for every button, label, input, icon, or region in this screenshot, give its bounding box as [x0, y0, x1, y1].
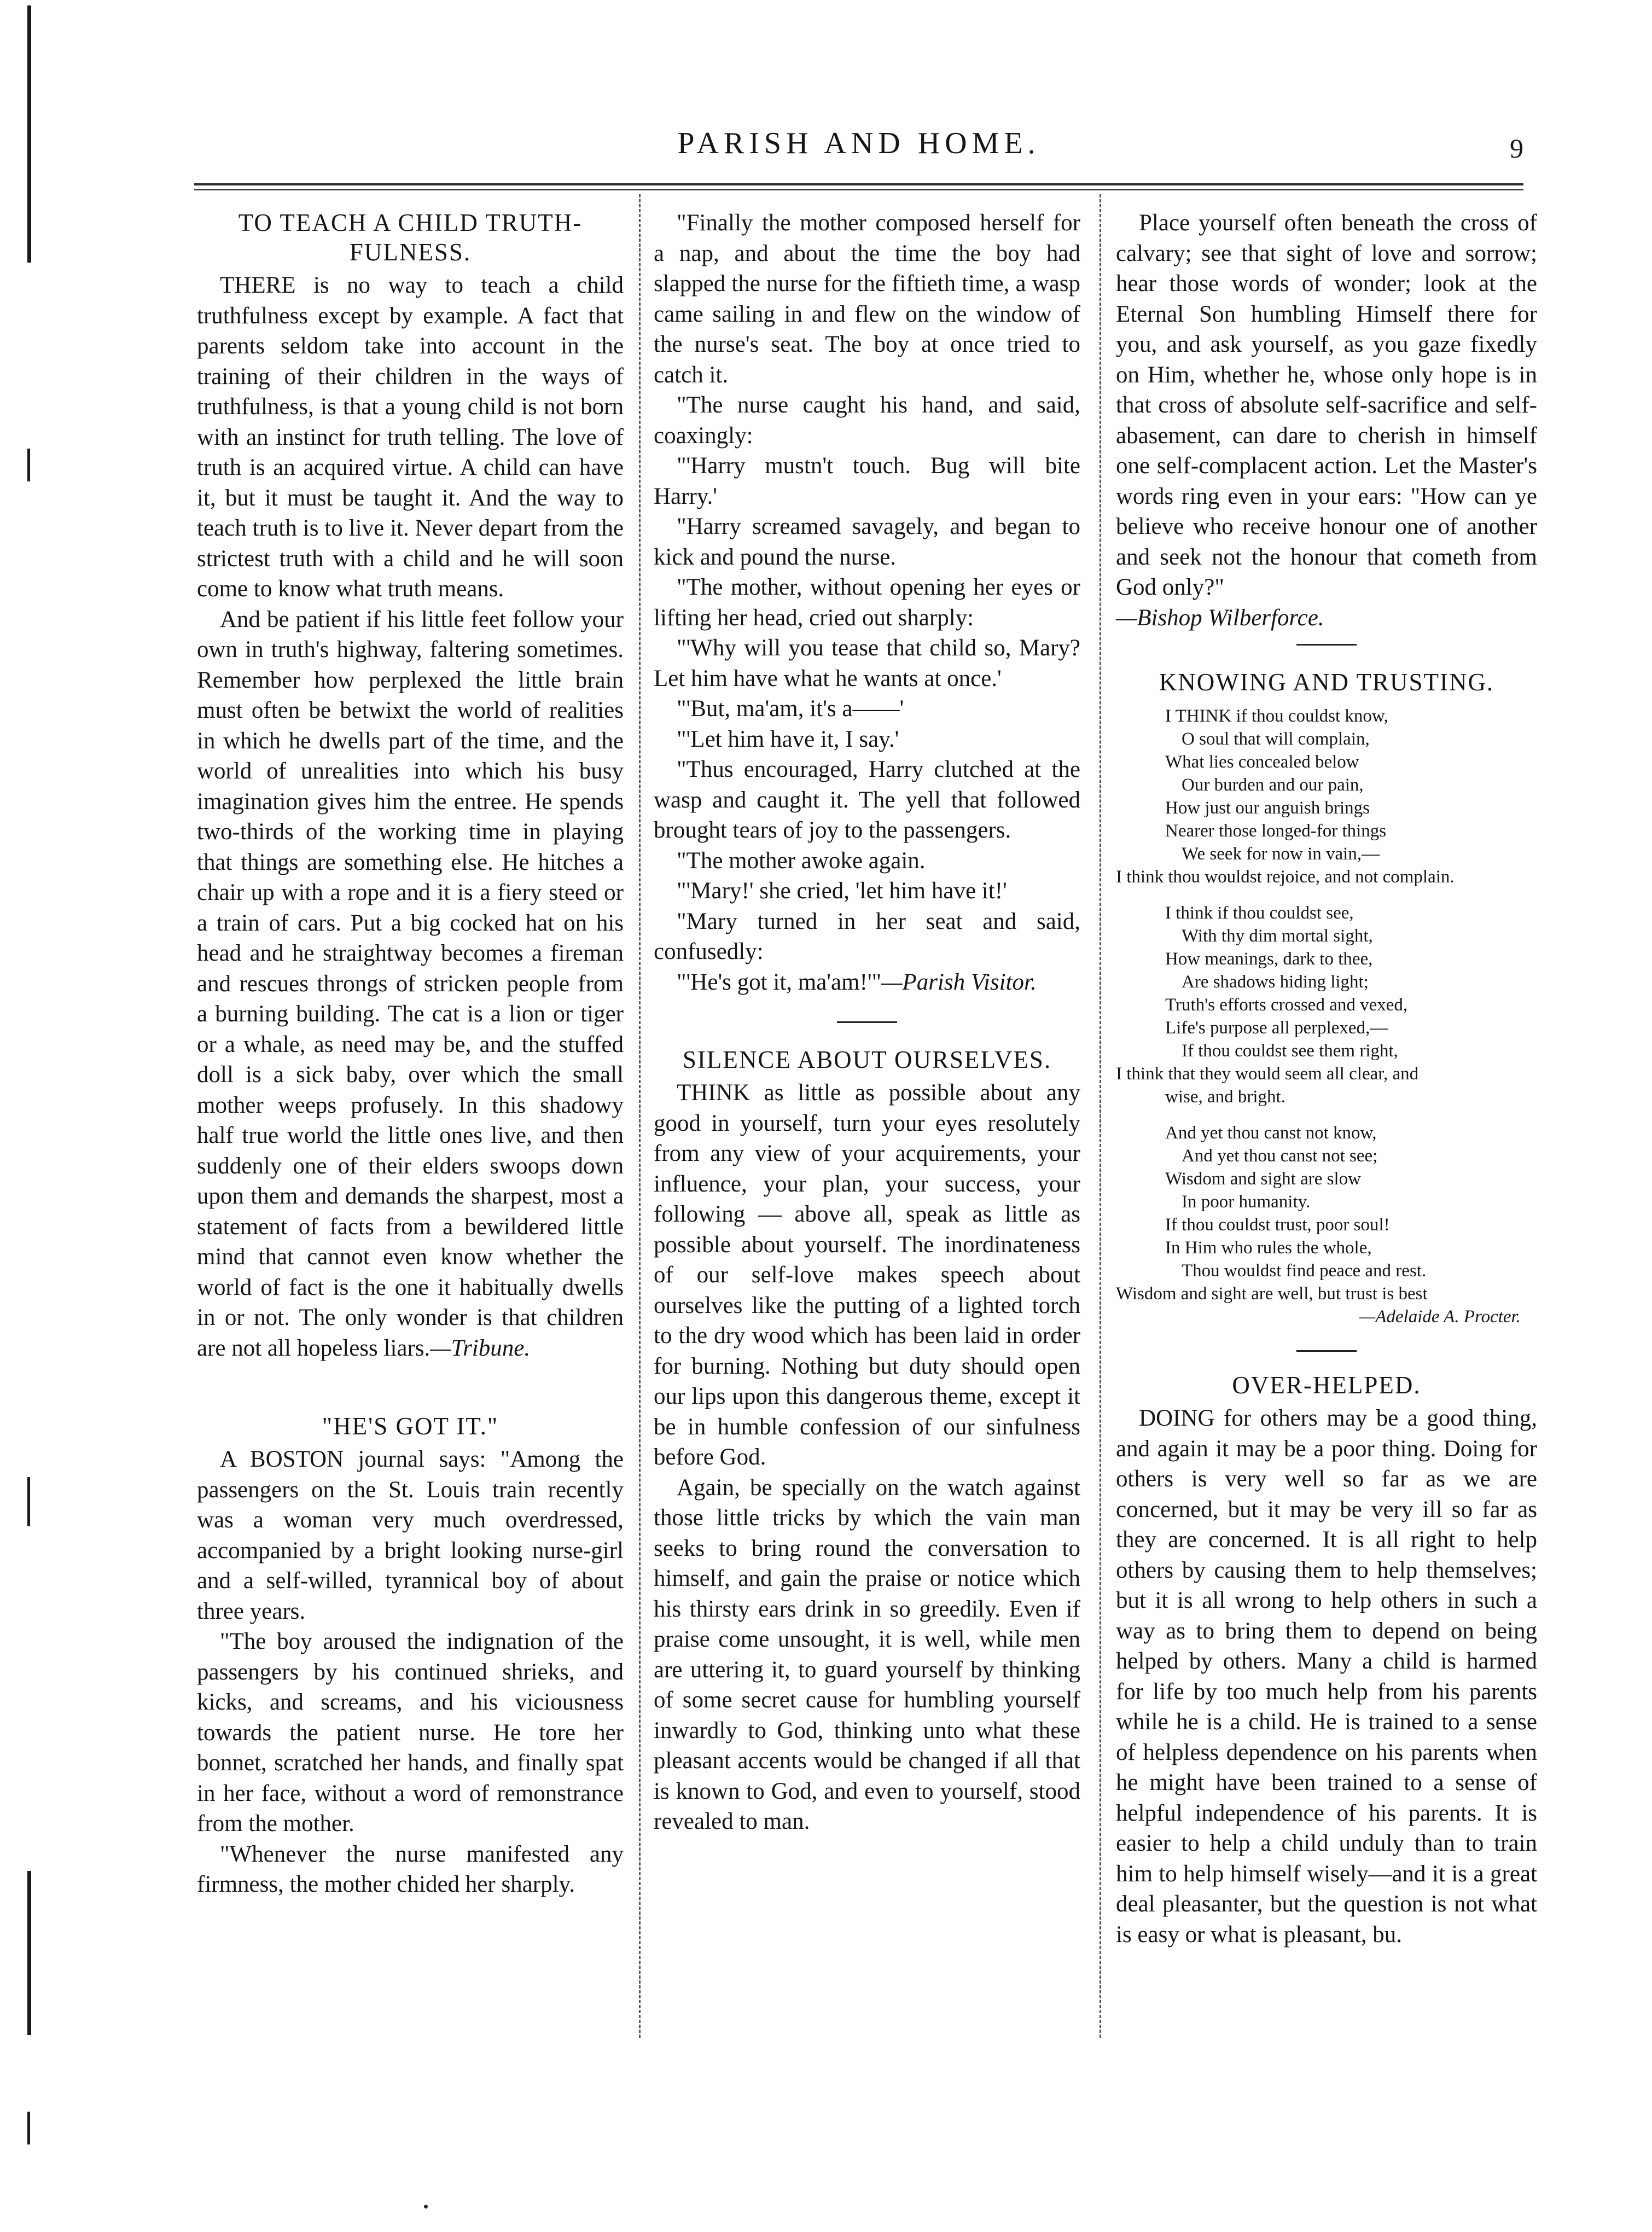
poem-line: In Him who rules the whole,	[1165, 1238, 1372, 1258]
poem-line: And yet thou canst not see;	[1182, 1146, 1378, 1166]
lead-word: THINK	[677, 1080, 750, 1106]
article-paragraph: Again, be specially on the watch against those little tricks by which the vain man seeks to bring round the conversation to himself, and gain the praise or notice which his thirsty ears drink in so greedily. Even if praise come unsought, it is well, while men are uttering it, to guard yourself by thinking of some secret cause for humbling yourself inwardly to God, thinking unto what these pleasant accents would be changed if all that is known to God, and even to yourself, stood revealed to man.	[654, 1474, 1080, 1834]
article-paragraph: "Mary turned in her seat and said, confusedly:	[654, 908, 1080, 964]
poem-line: I think thou wouldst rejoice, and not complain.	[1116, 867, 1455, 887]
article-source: —Parish Visitor.	[881, 969, 1037, 995]
article-paragraph: "The nurse caught his hand, and said, coaxingly:	[654, 392, 1080, 449]
poem-line: Thou wouldst find peace and rest.	[1182, 1261, 1427, 1281]
poem-line: Life's purpose all perplexed,—	[1165, 1018, 1388, 1038]
poem-stanza	[1116, 902, 1537, 1108]
column-divider	[1100, 194, 1101, 2038]
poem-line: If thou couldst see them right,	[1182, 1041, 1398, 1061]
poem-stanza	[1116, 1121, 1537, 1305]
section-separator	[1296, 1350, 1357, 1352]
header-rule	[194, 189, 1523, 190]
binding-edge	[27, 1477, 30, 1526]
binding-edge	[27, 2112, 30, 2144]
poem-source: —Adelaide A. Procter.	[1359, 1307, 1521, 1327]
lead-word: THERE	[220, 272, 296, 298]
article-paragraph	[1116, 208, 1537, 603]
poem-line: Wisdom and sight are slow	[1165, 1169, 1361, 1189]
article-paragraph	[197, 1444, 624, 1626]
poem-line: Our burden and our pain,	[1182, 775, 1364, 795]
binding-edge	[27, 1871, 31, 2035]
poem-line: Wisdom and sight are well, but trust is best	[1116, 1284, 1428, 1304]
print-speck	[424, 2205, 428, 2208]
poem-line: And yet thou canst not know,	[1165, 1123, 1377, 1143]
poem-line: How just our anguish brings	[1165, 798, 1370, 818]
article-paragraph: "Whenever the nurse manifested any firmness, the mother chided her sharply.	[197, 1841, 624, 1897]
lead-word: A BOSTON	[220, 1446, 344, 1472]
poem-stanza	[1116, 705, 1537, 888]
article-paragraph	[197, 270, 624, 605]
article-paragraph: "'Why will you tease that child so, Mary? Let him have what he wants at once.'	[654, 635, 1080, 691]
poem-line: With thy dim mortal sight,	[1182, 926, 1373, 946]
poem-line: In poor humanity.	[1182, 1192, 1311, 1212]
page-header	[194, 126, 1523, 175]
poem-line: I think that they would seem all clear, and	[1116, 1064, 1419, 1084]
article-paragraph: "Harry screamed savagely, and began to kick and pound the nurse.	[654, 514, 1080, 570]
poem	[1116, 705, 1537, 1328]
article-paragraph	[1116, 1403, 1537, 1950]
article-paragraph: "The mother, without opening her eyes or lifting her head, cried out sharply:	[654, 574, 1080, 631]
paragraph-text: for others may be a good thing, and again it may be a poor thing. Doing for others is very well so far as we are concerned, but it may be very ill so far as they are concerned. It is all right to help others by causing them to help themselves; but it is all wrong to help others in such a way as to bring them to depend on being helped by others. Many a child is harmed for life by too much help from his parents while he is a child. He is trained to a sense of helpless dependence on his parents when he might have been trained to a sense of helpful independence of his parents. It is easier to help a child unduly than to train him to help himself wisely—and it is a great deal pleasanter, but the question is not what is easy or what is pleasant, bu.	[1116, 1405, 1537, 1948]
article-title: SILENCE ABOUT OURSELVES.	[682, 1046, 1052, 1073]
poem-line: Nearer those longed-for things	[1165, 821, 1387, 841]
binding-edge	[27, 449, 30, 481]
paragraph-text: "'He's got it, ma'am!'"	[677, 969, 882, 995]
column-right	[1116, 208, 1537, 1950]
article-paragraph: "'Let him have it, I say.'	[677, 726, 899, 752]
article-paragraph	[197, 605, 624, 1364]
article-source: —Bishop Wilberforce.	[1116, 605, 1324, 631]
paragraph-text: as little as possible about any good in yourself, turn your eyes resolutely from any view of your acquirements, your influence, your plan, your success, your following — above all, speak as little as possible about yourself. The inordinateness of our self-love makes speech about ourselves like the putting of a lighted torch to the dry wood which has been laid in order for burning. Nothing but duty should open our lips upon this dangerous theme, except it be in humble confession of our sinfulness before God.	[654, 1080, 1080, 1470]
article-paragraph: "The mother awoke again.	[677, 847, 926, 874]
section-separator	[837, 1021, 897, 1023]
poem-line: What lies concealed below	[1165, 752, 1359, 772]
poem-line: We seek for now in vain,—	[1182, 844, 1380, 864]
poem-line: If thou couldst trust, poor soul!	[1165, 1215, 1390, 1235]
article-title: TO TEACH A CHILD TRUTH-FULNESS.	[238, 209, 583, 266]
article-paragraph: "Finally the mother composed herself for a nap, and about the time the boy had slapped the nurse for the fiftieth time, a wasp came sailing in and flew on the window of the nurse's seat. The boy at once tried to catch it.	[654, 210, 1080, 388]
article-title: OVER-HELPED.	[1232, 1371, 1421, 1399]
article-paragraph: "The boy aroused the indignation of the passengers by his continued shrieks, and kicks, and screams, and his viciousness towards the patient nurse. He tore her bonnet, scratched her hands, and finally spat in her face, without a word of remonstrance from the mother.	[197, 1629, 624, 1836]
column-left	[197, 208, 624, 1900]
section-separator	[1296, 644, 1357, 646]
article-title: KNOWING AND TRUSTING.	[1159, 669, 1494, 696]
article-paragraph: "'Mary!' she cried, 'let him have it!'	[677, 878, 1007, 904]
poem-line: I THINK if thou couldst know,	[1165, 706, 1388, 726]
binding-edge	[27, 5, 31, 263]
paragraph-text: is no way to teach a child truthfulness except by example. A fact that parents seldom take into account in the training of their children in the ways of truthfulness, is that a young child is not born with an instinct for truth telling. The love of truth is an acquired virtue. A child can have it, but it must be taught it. And the way to teach truth is to live it. Never depart from the strictest truth with a child and he will soon come to know what truth means.	[197, 272, 624, 602]
article-source: —Tribune.	[430, 1335, 531, 1361]
paragraph-text: journal says: "Among the passengers on the St. Louis train recently was a woman very much overdressed, accompanied by a bright looking nurse-girl and a self-willed, tyrannical boy of about three years.	[197, 1446, 624, 1624]
poem-line: Truth's efforts crossed and vexed,	[1165, 995, 1408, 1015]
poem-line: How meanings, dark to thee,	[1165, 949, 1373, 969]
paragraph-text: Place yourself often beneath the cross of calvary; see that sight of love and sorrow; hear those words of wonder; look at the Eternal Son humbling Himself there for you, and ask yourself, as you gaze fixedly on Him, whether he, whose only hope is in that cross of absolute self-sacrifice and self-abasement, can dare to cherish in himself one self-complacent action. Let the Master's words ring even in your ears: "How can ye believe who receive honour one of another and seek not the honour that cometh from God only?"	[1116, 210, 1537, 600]
article-source	[1116, 603, 1537, 633]
lead-word: DOING	[1139, 1405, 1215, 1431]
header-rule	[194, 183, 1523, 185]
poem-line: I think if thou couldst see,	[1165, 903, 1354, 923]
page-number: 9	[1510, 133, 1523, 164]
publication-title: PARISH AND HOME.	[677, 126, 1040, 160]
paragraph-text: And be patient if his little feet follow your own in truth's highway, faltering sometimes. Remember how perplexed the little brain must often be betwixt the world of realities in which he dwells part of the time, and the world of unrealities into which his busy imagination gives him the entree. He spends two-thirds of the working time in playing that things are something else. He hitches a chair up with a rope and it is a fiery steed or a train of cars. Put a big cocked hat on his head and he straightway becomes a fireman and rescues throngs of stricken people from a burning building. The cat is a lion or tiger or a whale, as need may be, and the stuffed doll is a sick baby, over which the small mother weeps profusely. In this shadowy half true world the little ones live, and then suddenly one of their elders swoops down upon them and demands the sharpest, most a statement of facts from a bewildered little mind that cannot even know whether the world of fact is the one it habitually dwells in or not. The only wonder is that children are not all hopeless liars.	[197, 606, 624, 1361]
article-paragraph	[654, 967, 1080, 998]
article-paragraph: "'But, ma'am, it's a——'	[677, 696, 904, 722]
poem-line: Are shadows hiding light;	[1182, 972, 1369, 992]
poem-line: O soul that will complain,	[1182, 729, 1370, 749]
article-paragraph: "'Harry mustn't touch. Bug will bite Harry.'	[654, 453, 1080, 509]
column-middle	[654, 208, 1080, 1837]
poem-line: wise, and bright.	[1165, 1087, 1285, 1107]
column-divider	[639, 194, 641, 2038]
article-paragraph	[654, 1078, 1080, 1473]
article-title: "HE'S GOT IT."	[322, 1413, 499, 1440]
article-paragraph: "Thus encouraged, Harry clutched at the wasp and caught it. The yell that followed brought tears of joy to the passengers.	[654, 757, 1080, 843]
